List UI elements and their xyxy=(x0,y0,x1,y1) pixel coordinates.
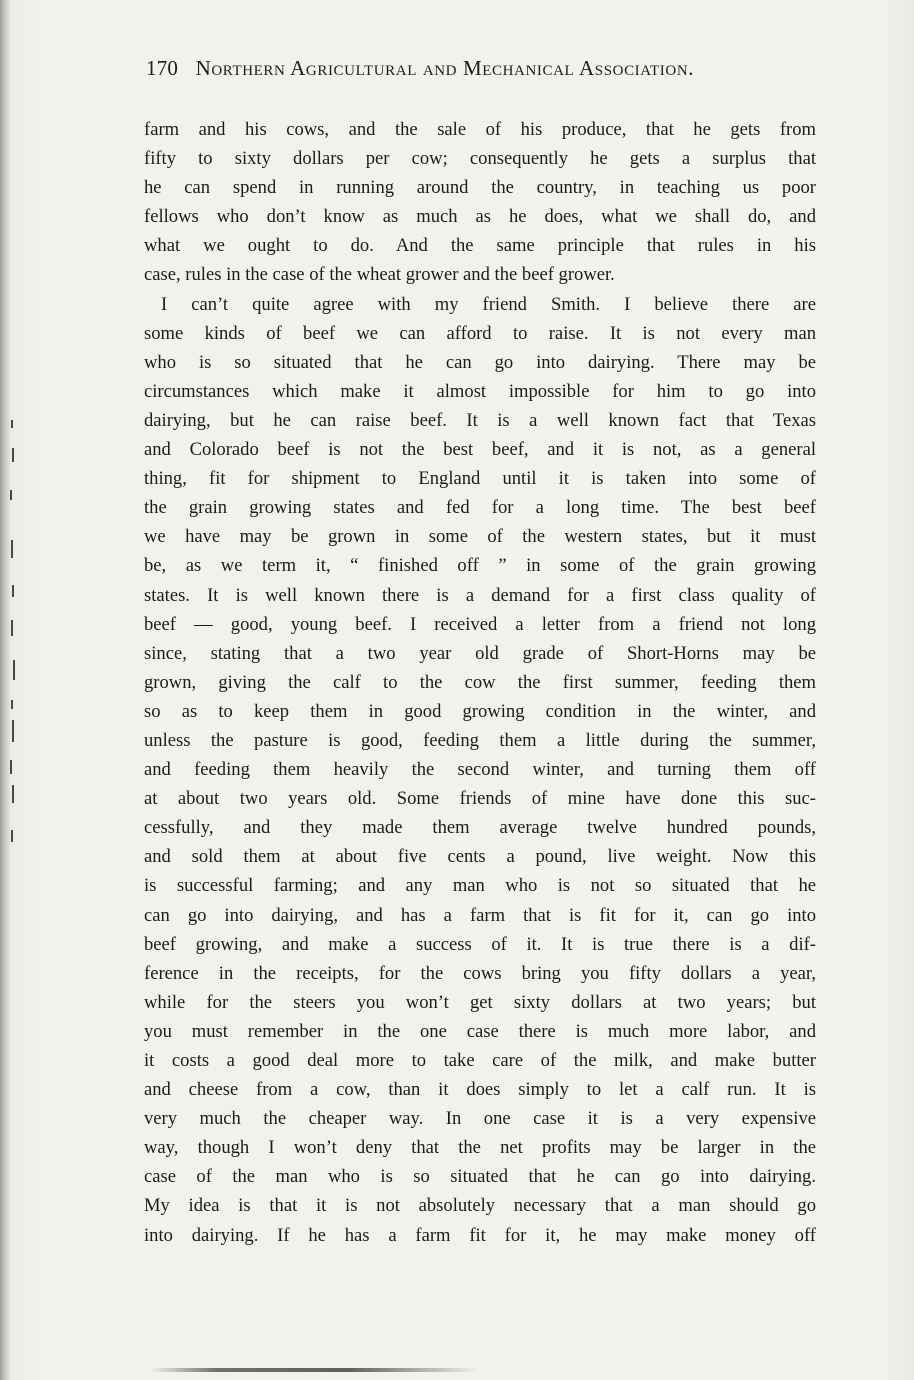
speck xyxy=(11,620,13,636)
speck xyxy=(12,785,14,803)
text-line: fellows who don’t know as much as he does, what we shall do, and xyxy=(144,206,816,228)
text-line: it costs a good deal more to take care of the milk, and make butter xyxy=(144,1050,816,1071)
text-line: since, stating that a two year old grade of Short-Horns may be xyxy=(144,642,816,664)
text-line: states. It is well known there is a demand for a first class quality of xyxy=(144,584,816,606)
text-line: unless the pasture is good, feeding them a little during the summer, xyxy=(144,729,816,751)
text-line: some kinds of beef we can afford to raise. It is not every man xyxy=(144,322,816,344)
text-line: dairying, but he can raise beef. It is a well known fact that Texas xyxy=(144,409,816,431)
text-line: can go into dairying, and has a farm that is fit for it, can go into xyxy=(144,904,816,926)
text-line: and cheese from a cow, than it does simply to let a calf run. It is xyxy=(144,1079,816,1101)
text-line: who is so situated that he can go into dairying. There may be xyxy=(144,351,816,373)
paragraph xyxy=(144,290,816,1250)
text-line: while for the steers you won’t get sixty dollars at two years; but xyxy=(144,991,816,1013)
text-line: ference in the receipts, for the cows bring you fifty dollars a year, xyxy=(144,962,816,984)
speck xyxy=(10,760,12,774)
running-head: Northern Agricultural and Mechanical Association. xyxy=(195,56,695,80)
speck xyxy=(11,540,13,558)
text-line: is successful farming; and any man who is not so situated that he xyxy=(144,875,816,897)
text-line: grown, giving the calf to the cow the first summer, feeding them xyxy=(144,671,816,693)
text-line: you must remember in the one case there is much more labor, and xyxy=(144,1020,816,1042)
page-header xyxy=(146,56,786,86)
text-line: and sold them at about five cents a pound, live weight. Now this xyxy=(144,846,816,868)
text-line: circumstances which make it almost impossible for him to go into xyxy=(144,380,816,402)
text-line: he can spend in running around the country, in teaching us poor xyxy=(144,177,816,199)
speck xyxy=(11,830,13,842)
text-line: we have may be grown in some of the western states, but it must xyxy=(144,526,816,548)
text-line: cessfully, and they made them average twelve hundred pounds, xyxy=(144,817,816,839)
text-line: very much the cheaper way. In one case it is a very expensive xyxy=(144,1108,816,1130)
text-line: fifty to sixty dollars per cow; consequently he gets a surplus that xyxy=(144,148,816,170)
text-line: I can’t quite agree with my friend Smith. I believe there are xyxy=(161,293,816,315)
speck xyxy=(11,700,13,709)
text-line: farm and his cows, and the sale of his produce, that he gets from xyxy=(144,119,816,140)
text-line: what we ought to do. And the same principle that rules in his xyxy=(144,235,816,257)
text-line: beef growing, and make a success of it. It is true there is a dif- xyxy=(144,933,816,955)
text-line: be, as we term it, “ finished off ” in some of the grain growing xyxy=(144,555,816,577)
body-text xyxy=(144,115,816,1250)
text-line: case, rules in the case of the wheat grower and the beef grower. xyxy=(144,264,615,286)
text-line: My idea is that it is not absolutely necessary that a man should go xyxy=(144,1195,816,1217)
speck xyxy=(12,585,14,597)
speck xyxy=(13,660,15,680)
speck xyxy=(12,448,14,462)
text-line: and Colorado beef is not the best beef, and it is not, as a general xyxy=(144,439,816,461)
margin-specks xyxy=(2,420,18,870)
paragraph xyxy=(144,115,816,290)
text-line: case of the man who is so situated that he can go into dairying. xyxy=(144,1166,816,1188)
text-line: into dairying. If he has a farm fit for it, he may make money off xyxy=(144,1224,816,1246)
text-line: at about two years old. Some friends of mine have done this suc- xyxy=(144,788,816,810)
text-line: and feeding them heavily the second winter, and turning them off xyxy=(144,759,816,781)
text-line: beef — good, young beef. I received a letter from a friend not long xyxy=(144,613,816,635)
speck xyxy=(11,420,13,428)
page-edge-smudge xyxy=(150,1368,480,1372)
speck xyxy=(10,490,12,500)
text-line: so as to keep them in good growing condition in the winter, and xyxy=(144,700,816,722)
page-number: 170 xyxy=(146,56,179,80)
speck xyxy=(12,720,14,742)
text-line: the grain growing states and fed for a long time. The best beef xyxy=(144,497,816,519)
text-line: thing, fit for shipment to England until it is taken into some of xyxy=(144,468,816,490)
text-line: way, though I won’t deny that the net profits may be larger in the xyxy=(144,1137,816,1159)
